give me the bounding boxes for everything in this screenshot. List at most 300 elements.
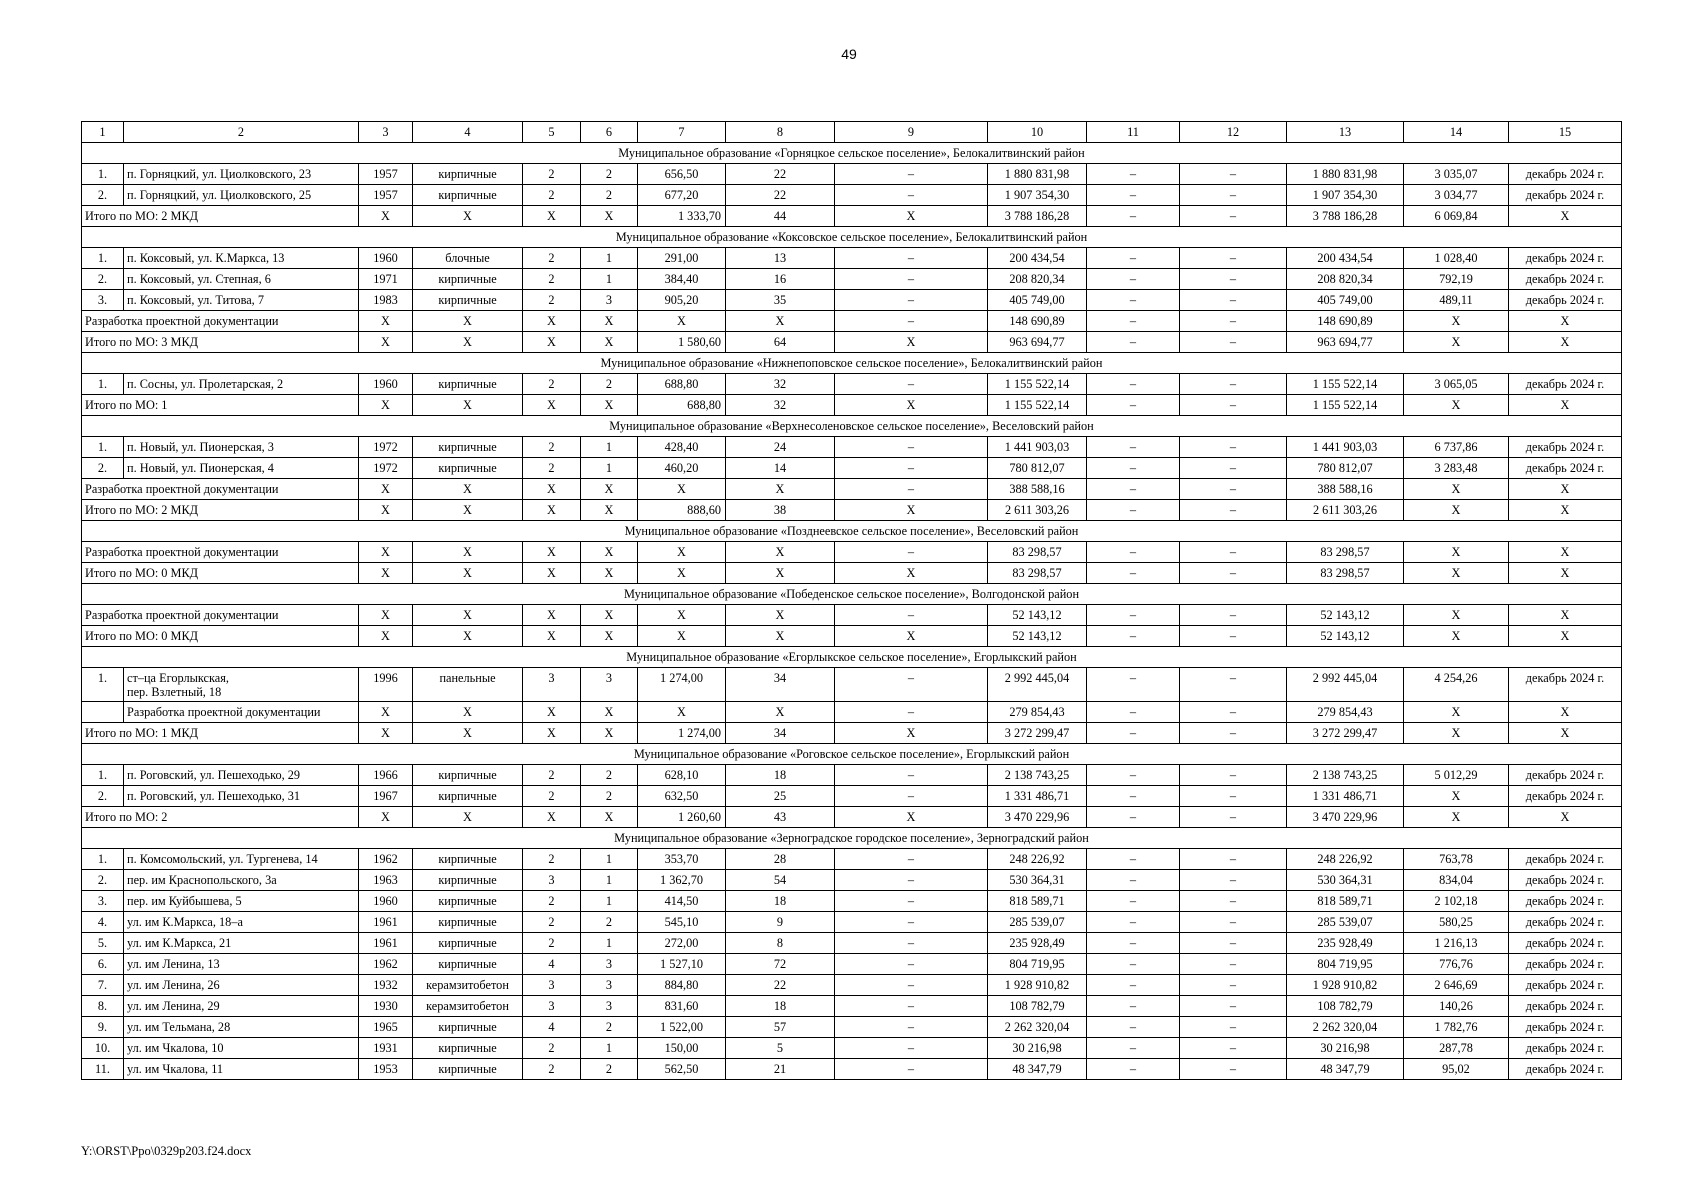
table-cell: – [1180, 1017, 1287, 1038]
table-cell: 279 854,43 [988, 702, 1087, 723]
table-cell: 2 [523, 1038, 581, 1059]
table-cell: 628,10 [638, 765, 726, 786]
table-cell: – [1087, 395, 1180, 416]
table-cell: 3 [523, 668, 581, 702]
table-cell: 2 [581, 1017, 638, 1038]
table-cell: X [359, 479, 413, 500]
table-cell: 780 812,07 [1287, 458, 1404, 479]
table-cell: 1 155 522,14 [988, 374, 1087, 395]
table-cell: 1 [581, 269, 638, 290]
table-cell: X [1404, 311, 1509, 332]
table-cell: – [1087, 437, 1180, 458]
table-cell: 248 226,92 [988, 849, 1087, 870]
table-cell: 2 [523, 1059, 581, 1080]
table-cell: 2 [523, 374, 581, 395]
table-cell: – [1087, 185, 1180, 206]
table-cell: 1963 [359, 870, 413, 891]
table-cell: 272,00 [638, 933, 726, 954]
table-row [82, 164, 1622, 185]
table-cell: – [1087, 723, 1180, 744]
table-cell: X [359, 807, 413, 828]
file-path-footer: Y:\ORST\Ppo\0329p203.f24.docx [81, 1144, 252, 1158]
table-cell: 414,50 [638, 891, 726, 912]
table-row [82, 1038, 1622, 1059]
table-cell: X [1404, 332, 1509, 353]
table-cell: 8. [82, 996, 124, 1017]
table-cell: 3 035,07 [1404, 164, 1509, 185]
table-cell: 1 331 486,71 [988, 786, 1087, 807]
table-cell: декабрь 2024 г. [1509, 290, 1622, 311]
address-cell: п. Роговский, ул. Пешеходько, 31 [124, 786, 359, 807]
table-cell: – [1087, 807, 1180, 828]
table-cell: кирпичные [413, 912, 523, 933]
table-cell: 1962 [359, 849, 413, 870]
address-cell: п. Горняцкий, ул. Циолковского, 23 [124, 164, 359, 185]
table-cell: 1 331 486,71 [1287, 786, 1404, 807]
housing-register-table [81, 121, 1622, 1080]
column-header: 11 [1087, 122, 1180, 143]
table-cell: X [581, 626, 638, 647]
table-row [82, 870, 1622, 891]
table-cell: X [638, 563, 726, 584]
row-label: Итого по МО: 2 МКД [82, 206, 359, 227]
table-cell: 405 749,00 [1287, 290, 1404, 311]
table-cell: 3 272 299,47 [1287, 723, 1404, 744]
table-cell: X [1509, 563, 1622, 584]
table-cell: 83 298,57 [988, 563, 1087, 584]
table-cell: 1 333,70 [638, 206, 726, 227]
table-cell: – [1087, 206, 1180, 227]
table-cell: 34 [726, 723, 835, 744]
table-cell: – [835, 605, 988, 626]
table-cell: X [523, 500, 581, 521]
table-cell: декабрь 2024 г. [1509, 912, 1622, 933]
table-cell: – [1180, 374, 1287, 395]
table-cell: декабрь 2024 г. [1509, 185, 1622, 206]
table-cell: декабрь 2024 г. [1509, 786, 1622, 807]
table-cell: 1 028,40 [1404, 248, 1509, 269]
table-cell: 2 [523, 891, 581, 912]
table-cell: – [835, 912, 988, 933]
table-cell: 2 [523, 248, 581, 269]
table-cell: 2 [523, 765, 581, 786]
table-cell: 279 854,43 [1287, 702, 1404, 723]
table-cell: 1 527,10 [638, 954, 726, 975]
table-cell: 1 880 831,98 [988, 164, 1087, 185]
section-title: Муниципальное образование «Нижнепоповское сельское поселение», Белокалитвинский район [82, 353, 1622, 374]
table-cell: 2 [523, 933, 581, 954]
section-title: Муниципальное образование «Верхнесоленовское сельское поселение», Веселовский район [82, 416, 1622, 437]
table-cell: 1. [82, 374, 124, 395]
table-cell: 52 143,12 [1287, 605, 1404, 626]
table-cell: 2 [523, 849, 581, 870]
table-cell: X [359, 563, 413, 584]
table-cell: декабрь 2024 г. [1509, 996, 1622, 1017]
table-cell: 2 [581, 786, 638, 807]
table-cell: X [638, 479, 726, 500]
table-cell: декабрь 2024 г. [1509, 849, 1622, 870]
table-cell: – [835, 479, 988, 500]
table-row [82, 849, 1622, 870]
table-cell: 83 298,57 [1287, 563, 1404, 584]
table-cell: X [581, 542, 638, 563]
table-cell: 72 [726, 954, 835, 975]
table-cell: – [1087, 849, 1180, 870]
table-cell: – [1180, 996, 1287, 1017]
table-cell: 57 [726, 1017, 835, 1038]
section-header-row [82, 744, 1622, 765]
table-row [82, 786, 1622, 807]
table-cell: блочные [413, 248, 523, 269]
table-cell: – [835, 164, 988, 185]
table-row [82, 269, 1622, 290]
table-cell: 140,26 [1404, 996, 1509, 1017]
table-cell: 3. [82, 891, 124, 912]
table-cell: X [835, 206, 988, 227]
section-header-row [82, 143, 1622, 164]
address-cell: п. Сосны, ул. Пролетарская, 2 [124, 374, 359, 395]
table-cell: 25 [726, 786, 835, 807]
table-cell: 108 782,79 [988, 996, 1087, 1017]
table-cell: – [1087, 458, 1180, 479]
column-header: 6 [581, 122, 638, 143]
table-cell: X [1509, 332, 1622, 353]
table-cell: 2 [523, 458, 581, 479]
address-line: ст–ца Егорлыкская, [127, 671, 229, 685]
table-cell: 6 737,86 [1404, 437, 1509, 458]
table-cell: X [1509, 395, 1622, 416]
table-cell: X [726, 311, 835, 332]
table-cell: 1957 [359, 164, 413, 185]
table-cell: 3 [581, 954, 638, 975]
table-cell: декабрь 2024 г. [1509, 1038, 1622, 1059]
table-cell: 30 216,98 [988, 1038, 1087, 1059]
table-row [82, 374, 1622, 395]
table-cell: 30 216,98 [1287, 1038, 1404, 1059]
address-cell: пер. им Куйбышева, 5 [124, 891, 359, 912]
table-cell: 10. [82, 1038, 124, 1059]
table-cell: X [359, 702, 413, 723]
table-cell: X [726, 479, 835, 500]
table-cell: 1 [581, 437, 638, 458]
table-cell: 3 470 229,96 [1287, 807, 1404, 828]
table-cell: декабрь 2024 г. [1509, 975, 1622, 996]
page-number: 49 [841, 46, 857, 62]
table-cell: – [1087, 374, 1180, 395]
table-cell: 1. [82, 248, 124, 269]
total-row [82, 395, 1622, 416]
table-cell: керамзитобетон [413, 996, 523, 1017]
table-cell: 1953 [359, 1059, 413, 1080]
table-cell: 1. [82, 668, 124, 702]
table-cell: 1983 [359, 290, 413, 311]
address-cell: п. Коксовый, ул. Титова, 7 [124, 290, 359, 311]
table-cell: 1 260,60 [638, 807, 726, 828]
table-cell: – [835, 374, 988, 395]
table-cell: X [726, 563, 835, 584]
table-cell: – [1180, 269, 1287, 290]
table-cell: 83 298,57 [1287, 542, 1404, 563]
address-cell: ул. им Тельмана, 28 [124, 1017, 359, 1038]
section-title: Муниципальное образование «Горняцкое сельское поселение», Белокалитвинский район [82, 143, 1622, 164]
column-header: 7 [638, 122, 726, 143]
table-cell: – [1087, 248, 1180, 269]
table-cell: 21 [726, 1059, 835, 1080]
table-cell: кирпичные [413, 458, 523, 479]
table-cell: 34 [726, 668, 835, 702]
table-cell: X [835, 563, 988, 584]
row-label: Разработка проектной документации [82, 542, 359, 563]
table-cell: 1 274,00 [638, 723, 726, 744]
table-cell: 1962 [359, 954, 413, 975]
section-header-row [82, 416, 1622, 437]
table-cell: 776,76 [1404, 954, 1509, 975]
table-row [82, 975, 1622, 996]
table-row [82, 458, 1622, 479]
table-cell: 83 298,57 [988, 542, 1087, 563]
table-cell: 2 [581, 164, 638, 185]
table-cell: декабрь 2024 г. [1509, 891, 1622, 912]
table-cell: X [835, 626, 988, 647]
table-cell: 1 [581, 870, 638, 891]
table-cell: – [835, 702, 988, 723]
table-cell: кирпичные [413, 765, 523, 786]
table-cell: 2 611 303,26 [988, 500, 1087, 521]
table-cell: X [413, 206, 523, 227]
table-cell: X [581, 395, 638, 416]
address-cell: ул. им К.Маркса, 21 [124, 933, 359, 954]
table-row [82, 912, 1622, 933]
table-cell: 48 347,79 [988, 1059, 1087, 1080]
table-cell: 1 782,76 [1404, 1017, 1509, 1038]
table-cell: декабрь 2024 г. [1509, 870, 1622, 891]
table-cell: 9. [82, 1017, 124, 1038]
table-cell: – [1180, 248, 1287, 269]
table-cell: 763,78 [1404, 849, 1509, 870]
table-cell: кирпичные [413, 1017, 523, 1038]
table-cell: кирпичные [413, 954, 523, 975]
table-cell: кирпичные [413, 786, 523, 807]
table-cell: X [1509, 626, 1622, 647]
table-cell: 13 [726, 248, 835, 269]
table-cell: 1. [82, 437, 124, 458]
table-cell: – [1180, 849, 1287, 870]
table-row [82, 891, 1622, 912]
table-cell: X [1404, 723, 1509, 744]
table-cell: кирпичные [413, 891, 523, 912]
table-cell: кирпичные [413, 374, 523, 395]
table-cell: 44 [726, 206, 835, 227]
table-cell: X [638, 702, 726, 723]
table-cell: X [359, 723, 413, 744]
table-cell: X [1404, 479, 1509, 500]
table-cell: 4 [523, 1017, 581, 1038]
table-cell: 28 [726, 849, 835, 870]
table-cell: декабрь 2024 г. [1509, 1017, 1622, 1038]
table-cell: X [413, 395, 523, 416]
table-cell: 54 [726, 870, 835, 891]
table-cell: X [359, 626, 413, 647]
table-row [82, 765, 1622, 786]
table-cell: X [835, 332, 988, 353]
table-cell: 530 364,31 [988, 870, 1087, 891]
table-cell: 688,80 [638, 395, 726, 416]
table-cell: X [523, 332, 581, 353]
table-cell: 38 [726, 500, 835, 521]
row-label: Итого по МО: 0 МКД [82, 563, 359, 584]
table-cell: X [581, 500, 638, 521]
table-cell: 14 [726, 458, 835, 479]
row-label: Итого по МО: 3 МКД [82, 332, 359, 353]
table-cell: 235 928,49 [988, 933, 1087, 954]
table-cell: – [835, 311, 988, 332]
table-cell: – [835, 1059, 988, 1080]
table-cell: 804 719,95 [988, 954, 1087, 975]
table-cell: – [1087, 786, 1180, 807]
table-cell: 3 788 186,28 [988, 206, 1087, 227]
section-header-row [82, 353, 1622, 374]
table-cell: X [523, 807, 581, 828]
table-cell: 2. [82, 269, 124, 290]
row-label: Итого по МО: 0 МКД [82, 626, 359, 647]
column-header: 14 [1404, 122, 1509, 143]
column-header: 15 [1509, 122, 1622, 143]
table-cell: – [835, 1038, 988, 1059]
table-cell: 150,00 [638, 1038, 726, 1059]
table-cell: 1960 [359, 248, 413, 269]
table-cell: керамзитобетон [413, 975, 523, 996]
section-header-row [82, 647, 1622, 668]
table-cell: 22 [726, 164, 835, 185]
table-cell: X [413, 542, 523, 563]
table-cell: X [1404, 500, 1509, 521]
address-cell: п. Новый, ул. Пионерская, 4 [124, 458, 359, 479]
table-cell: 3 788 186,28 [1287, 206, 1404, 227]
table-cell: X [1404, 702, 1509, 723]
address-cell: ул. им Чкалова, 11 [124, 1059, 359, 1080]
table-cell: 6 069,84 [1404, 206, 1509, 227]
table-cell: X [523, 702, 581, 723]
table-cell: X [523, 311, 581, 332]
table-cell: 1 216,13 [1404, 933, 1509, 954]
table-cell: 1972 [359, 458, 413, 479]
address-cell: п. Комсомольский, ул. Тургенева, 14 [124, 849, 359, 870]
table-cell: 287,78 [1404, 1038, 1509, 1059]
table-cell: 208 820,34 [1287, 269, 1404, 290]
table-cell: – [1180, 723, 1287, 744]
table-cell: 64 [726, 332, 835, 353]
section-title: Муниципальное образование «Роговское сельское поселение», Егорлыкский район [82, 744, 1622, 765]
table-cell: 1 441 903,03 [988, 437, 1087, 458]
table-cell: 5. [82, 933, 124, 954]
table-cell: 1971 [359, 269, 413, 290]
table-cell: кирпичные [413, 849, 523, 870]
table-cell: 2 992 445,04 [1287, 668, 1404, 702]
table-cell: 3 065,05 [1404, 374, 1509, 395]
table-cell: 1 907 354,30 [988, 185, 1087, 206]
table-cell: X [726, 626, 835, 647]
table-cell: декабрь 2024 г. [1509, 1059, 1622, 1080]
table-cell: декабрь 2024 г. [1509, 437, 1622, 458]
table-cell: – [1087, 975, 1180, 996]
table-cell: X [581, 332, 638, 353]
table-cell: X [1509, 311, 1622, 332]
table-cell: кирпичные [413, 933, 523, 954]
total-row [82, 542, 1622, 563]
table-cell: 4 254,26 [1404, 668, 1509, 702]
table-cell: кирпичные [413, 437, 523, 458]
table-cell: 2. [82, 185, 124, 206]
table-cell: X [359, 311, 413, 332]
table-cell: 3 [581, 975, 638, 996]
table-row [82, 933, 1622, 954]
table-cell: 235 928,49 [1287, 933, 1404, 954]
table-cell: 1 [581, 458, 638, 479]
table-cell: 1 [581, 849, 638, 870]
table-cell: 2 102,18 [1404, 891, 1509, 912]
column-header: 13 [1287, 122, 1404, 143]
table-cell: 1 362,70 [638, 870, 726, 891]
table-cell: 3. [82, 290, 124, 311]
table-cell: 148 690,89 [1287, 311, 1404, 332]
table-cell: X [1404, 605, 1509, 626]
table-cell: 200 434,54 [988, 248, 1087, 269]
table-cell: 818 589,71 [988, 891, 1087, 912]
table-cell: – [835, 269, 988, 290]
table-cell: – [1180, 479, 1287, 500]
table-cell: 2 262 320,04 [1287, 1017, 1404, 1038]
table-cell: X [638, 542, 726, 563]
address-cell: п. Новый, ул. Пионерская, 3 [124, 437, 359, 458]
table-cell: 108 782,79 [1287, 996, 1404, 1017]
table-cell: 818 589,71 [1287, 891, 1404, 912]
table-cell: – [1087, 1017, 1180, 1038]
table-cell: – [835, 1017, 988, 1038]
table-cell: – [835, 765, 988, 786]
table-cell: – [1087, 954, 1180, 975]
table-cell: 388 588,16 [1287, 479, 1404, 500]
table-cell: 2 [523, 912, 581, 933]
table-cell: 32 [726, 374, 835, 395]
table-cell: X [1509, 206, 1622, 227]
table-cell: – [1180, 668, 1287, 702]
table-cell: 1957 [359, 185, 413, 206]
table-cell: 9 [726, 912, 835, 933]
row-label: Итого по МО: 2 [82, 807, 359, 828]
table-cell: – [1087, 332, 1180, 353]
table-cell: декабрь 2024 г. [1509, 458, 1622, 479]
table-cell: 780 812,07 [988, 458, 1087, 479]
table-cell: 3 [523, 870, 581, 891]
table-cell: 1961 [359, 933, 413, 954]
table-cell: 1. [82, 849, 124, 870]
table-cell: X [413, 311, 523, 332]
table-cell: декабрь 2024 г. [1509, 374, 1622, 395]
table-cell: 388 588,16 [988, 479, 1087, 500]
table-row [82, 437, 1622, 458]
table-row [82, 248, 1622, 269]
table-cell: 2 [581, 765, 638, 786]
table-cell: – [1180, 395, 1287, 416]
table-cell: – [835, 933, 988, 954]
table-cell: 2 [523, 269, 581, 290]
table-cell: – [1087, 542, 1180, 563]
table-cell: X [1509, 479, 1622, 500]
table-cell: – [1087, 164, 1180, 185]
table-cell: X [1404, 626, 1509, 647]
table-cell: X [413, 563, 523, 584]
table-cell: – [835, 668, 988, 702]
